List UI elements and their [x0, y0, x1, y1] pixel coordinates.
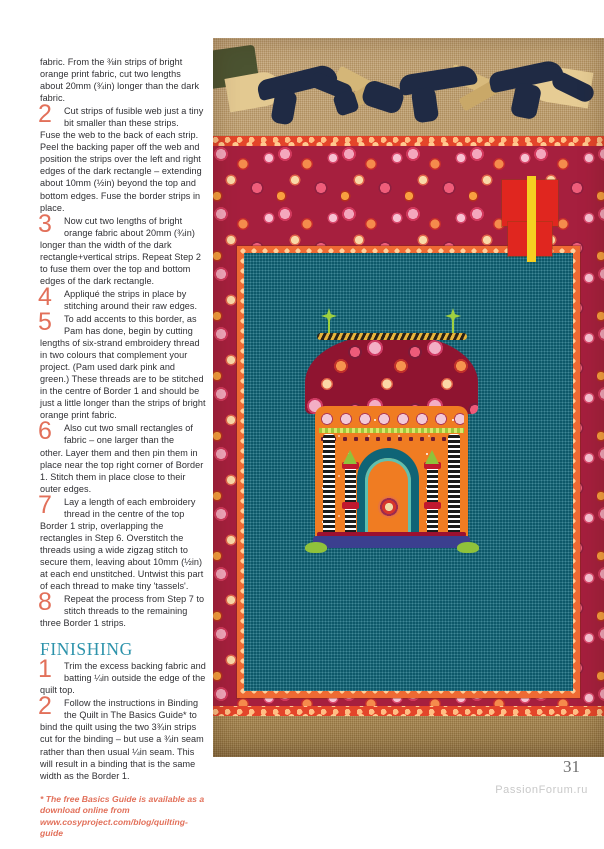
step-body-text: quilt top.: [40, 685, 75, 696]
step-number: 5: [38, 307, 52, 336]
yellow-embroidery-thread: [527, 176, 536, 262]
quilt-body: [213, 136, 604, 716]
step-lead-text: Now cut two lengths of bright orange fabric about 20mm (¾in): [64, 215, 195, 238]
finishing-heading: FINISHING: [40, 639, 133, 660]
finishing-step-1: [38, 655, 206, 696]
step-body-text: Border 1 strip, overlapping the rectangles in Step 6. Overstitch the threads using a wide zigzag stitch to secure them, leaving about 10mm (½in) at each end unstitched. Untwist this part of each thread to make tiny 'tassels'.: [40, 520, 204, 592]
step-body-text: longer than the width of the dark rectangle+vertical strips. Repeat Step 2 to fuse them over the top and bottom edges of the dark rectangle.: [40, 239, 201, 286]
step-number: 1: [38, 655, 52, 684]
navy-bird-leg: [411, 86, 439, 123]
step-4: [38, 282, 206, 312]
step-number: 3: [38, 209, 52, 238]
wall-dot-band: [319, 436, 464, 442]
instructions-column: [40, 56, 206, 849]
step-body-text: bind the quilt using the two 3¾in strips cut for the binding – but use a ¾in seam rather than then usual ¼in seam. This will result in a binding that is the same width as the Border 1.: [40, 722, 204, 781]
step-lead-text: Repeat the process from Step 7 to stitch threads to the remaining: [64, 594, 205, 617]
intro-paragraph: fabric. From the ⅜in strips of bright orange print fabric, cut two lengths about 20mm (¾in) longer than the dark fabric.: [40, 57, 200, 104]
step-8: [38, 588, 206, 629]
step-body-text: Fuse the web to the back of each strip. Peel the backing paper off the web and position the strips over the left and right edges of the dark rectangle – extending about 10mm (½in) beyond the top and bottom edges. Fuse the border strips in place.: [40, 130, 202, 213]
step-lead-text: To add accents to this border, as Pam has done, begin by cutting: [64, 313, 197, 337]
navy-bird-leg: [270, 88, 298, 125]
step-number: 7: [38, 490, 52, 519]
step-lead-text: Follow the instructions in Binding the Quilt in The Basics Guide* to: [64, 698, 199, 721]
right-column-band: [424, 502, 441, 509]
right-foot-shape: [457, 542, 479, 553]
door-flower-medallion: [378, 496, 400, 518]
step-lead-text: Lay a length of each embroidery thread in the centre of the top: [64, 496, 196, 519]
step-6: [38, 417, 206, 494]
step-number: 2: [38, 100, 52, 129]
roof-ridge-stripe: [317, 333, 467, 340]
left-foot-shape: [305, 542, 327, 553]
footnote: * The free Basics Guide is available as a download online from www.cosyproject.com/blog/quilting-guide: [40, 793, 205, 839]
top-applique-scene: [213, 38, 604, 143]
right-outer-pillar: [448, 434, 460, 538]
wall-motif-band: [319, 412, 464, 426]
step-body-text: other. Layer them and then pin them in place near the top right corner of Border 1. Stitch them in place close to their outer edges.: [40, 447, 204, 494]
left-outer-pillar: [323, 434, 335, 538]
hessian-background-lower: [213, 716, 604, 757]
house-applique: [299, 306, 484, 566]
page-number: 31: [563, 757, 580, 776]
step-number: 6: [38, 417, 52, 446]
step-5: [38, 307, 206, 421]
quilt-photograph: [213, 38, 604, 757]
step-lead-text: Trim the excess backing fabric and batting ¼in outside the edge of the: [64, 661, 206, 684]
step-7: [38, 490, 206, 592]
house-base-plinth: [313, 536, 470, 548]
step-3: [38, 209, 206, 287]
step-lead-text: Cut strips of fusible web just a tiny bit smaller than these strips.: [64, 106, 204, 129]
step-lead-text: Appliqué the strips in place by stitching around their raw edges.: [64, 288, 198, 311]
step-body-text: lengths of six-strand embroidery thread in two colours that complement your project. (Pam used dark pink and green.) These threads are to be stitched in the centre of Border 1 and should be just a little longer than the strips of bright orange print fabric.: [40, 338, 206, 421]
step-number: 8: [38, 588, 52, 617]
left-column-band: [342, 502, 359, 509]
watermark: PassionForum.ru: [495, 784, 588, 796]
navy-bird-body: [398, 64, 478, 96]
step-2: [38, 100, 206, 213]
step-number: 4: [38, 282, 52, 311]
step-lead-text: Also cut two small rectangles of fabric – one larger than the: [64, 423, 193, 446]
house-roof: [305, 336, 478, 414]
finishing-step-2: [38, 692, 206, 781]
step-number: 2: [38, 692, 52, 721]
wall-green-braid: [319, 428, 464, 433]
step-body-text: three Border 1 strips.: [40, 618, 127, 629]
navy-bird-leg: [510, 82, 543, 121]
